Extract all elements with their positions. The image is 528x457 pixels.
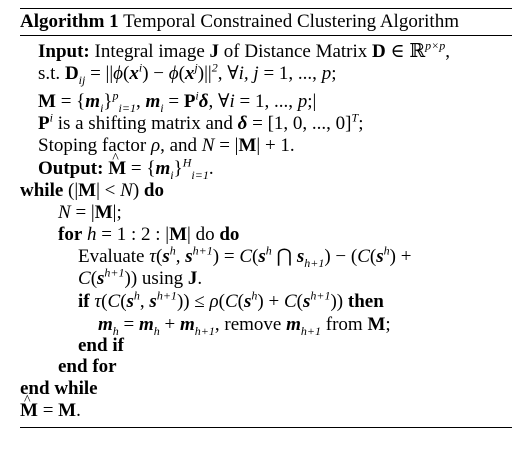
algo-token: = [1, 0, ..., 0] bbox=[247, 113, 352, 134]
algo-token: , remove bbox=[214, 314, 287, 335]
algo-token: C bbox=[283, 291, 297, 312]
algo-token: i bbox=[100, 100, 104, 115]
algo-token: p bbox=[112, 88, 119, 103]
algo-token: h+1 bbox=[310, 288, 331, 303]
algo-token: ( bbox=[178, 63, 185, 84]
algo-token: 2 bbox=[211, 60, 218, 75]
algo-line-assign-n bbox=[58, 202, 122, 224]
algo-token: h+1 bbox=[192, 243, 213, 258]
algo-token: ( bbox=[252, 246, 259, 267]
algo-line-merge bbox=[98, 314, 391, 336]
algo-token: ρ bbox=[209, 291, 219, 312]
algo-token: p bbox=[297, 91, 308, 112]
algo-token: P bbox=[183, 91, 196, 112]
algo-token: i bbox=[195, 88, 199, 103]
caption-rule bbox=[20, 35, 512, 36]
algo-token: ;| bbox=[307, 91, 317, 112]
algo-token: h+1 bbox=[194, 323, 215, 338]
algo-token: h+1 bbox=[304, 255, 325, 270]
algo-token: end if bbox=[78, 335, 124, 356]
algo-token: = { bbox=[126, 158, 156, 179]
algo-token: is a shifting matrix and bbox=[52, 113, 238, 134]
algo-token: δ bbox=[237, 113, 248, 134]
algo-token: ϕ bbox=[168, 63, 179, 84]
algo-token: , and bbox=[160, 135, 202, 156]
algo-token: ) + bbox=[257, 291, 284, 312]
algo-token: i bbox=[229, 91, 235, 112]
algo-token: ρ bbox=[150, 135, 161, 156]
algo-token: m bbox=[155, 158, 171, 179]
algo-token: ( bbox=[369, 246, 377, 267]
algo-token: m bbox=[180, 314, 195, 335]
algo-token: if bbox=[78, 291, 90, 312]
algo-token: s bbox=[302, 291, 311, 312]
algo-line-input-1 bbox=[38, 38, 450, 63]
algo-line-end-while bbox=[20, 378, 98, 400]
algo-token: ) − bbox=[142, 63, 169, 84]
algo-token: Integral image bbox=[89, 41, 210, 62]
algo-token: M bbox=[238, 135, 257, 156]
algo-token: end while bbox=[20, 378, 98, 399]
algo-token: P bbox=[38, 113, 50, 134]
algo-token: = || bbox=[85, 63, 114, 84]
algo-token: , bbox=[445, 41, 450, 62]
algo-token: = | bbox=[214, 135, 239, 156]
algo-token: δ bbox=[198, 91, 209, 112]
algo-token: | do bbox=[187, 224, 220, 245]
algo-token: . bbox=[76, 400, 81, 421]
algo-token: , bbox=[139, 291, 150, 312]
algo-token: , ∀ bbox=[208, 91, 230, 112]
algo-token: m bbox=[145, 91, 161, 112]
algo-token: m bbox=[85, 91, 101, 112]
algo-token: M bbox=[367, 314, 386, 335]
algo-line-input-5 bbox=[38, 135, 295, 157]
algo-token: ( bbox=[123, 63, 130, 84]
algo-token: ( bbox=[237, 291, 244, 312]
algo-token: J bbox=[209, 41, 220, 62]
algo-token: ; bbox=[358, 113, 364, 134]
algo-token: T bbox=[351, 110, 359, 125]
algo-token: C bbox=[224, 291, 238, 312]
algo-line-evaluate-1 bbox=[78, 243, 412, 270]
algo-token: ( bbox=[101, 291, 108, 312]
algo-line-input-3 bbox=[38, 88, 317, 115]
algo-token: i bbox=[170, 167, 174, 182]
algo-line-output bbox=[38, 155, 214, 182]
algo-token: ) − ( bbox=[324, 246, 358, 267]
algo-token: } bbox=[173, 158, 183, 179]
algo-token: } bbox=[103, 91, 113, 112]
algo-token: ( bbox=[218, 291, 225, 312]
algo-token: (| bbox=[63, 180, 79, 201]
algo-token: p×p bbox=[425, 38, 446, 53]
algo-token: m bbox=[286, 314, 301, 335]
algo-token: τ bbox=[149, 246, 157, 267]
algo-token: + bbox=[159, 314, 180, 335]
algo-token: | < bbox=[96, 180, 121, 201]
algo-token: s bbox=[185, 246, 193, 267]
algo-token: s bbox=[149, 291, 157, 312]
algo-token: ⋂ bbox=[271, 246, 297, 267]
algo-line-while bbox=[20, 180, 164, 202]
algo-token: , ∀ bbox=[217, 63, 239, 84]
algo-token: s bbox=[126, 291, 134, 312]
algo-token: ( bbox=[296, 291, 303, 312]
algo-token: = 1, ..., bbox=[258, 63, 322, 84]
algo-token: = bbox=[118, 314, 139, 335]
algo-token: = 1, ..., bbox=[234, 91, 298, 112]
algo-token: s bbox=[376, 246, 384, 267]
algo-token: )) bbox=[330, 291, 348, 312]
algo-token: h+1 bbox=[104, 265, 125, 280]
algo-token: M bbox=[38, 91, 56, 112]
algo-line-final bbox=[20, 400, 81, 422]
algo-token: N bbox=[201, 135, 215, 156]
algo-token: Stoping factor bbox=[38, 135, 151, 156]
algo-token: ( bbox=[120, 291, 127, 312]
algo-token: M bbox=[78, 180, 97, 201]
algo-line-evaluate-2 bbox=[78, 265, 203, 290]
algo-token: s bbox=[258, 246, 266, 267]
algo-token: h+1 bbox=[300, 323, 322, 338]
algo-token: s bbox=[296, 246, 305, 267]
algo-token: M bbox=[58, 400, 77, 421]
algo-token: Evaluate bbox=[78, 246, 150, 267]
algo-token: M bbox=[94, 202, 113, 223]
algo-token: s.t. bbox=[38, 63, 65, 84]
algo-token: i bbox=[138, 60, 143, 75]
algo-token: ^ M bbox=[20, 400, 38, 422]
algo-token: s bbox=[162, 246, 170, 267]
algo-token: Output: bbox=[38, 158, 104, 179]
algo-token: = bbox=[37, 400, 59, 421]
algo-token: D bbox=[64, 63, 79, 84]
algo-token: τ bbox=[94, 291, 102, 312]
algo-token: . bbox=[208, 158, 214, 179]
algo-token: H bbox=[182, 155, 192, 170]
algo-token: i, j bbox=[238, 63, 259, 84]
algo-token: then bbox=[347, 291, 384, 312]
algo-token: , bbox=[135, 91, 146, 112]
algo-token: i bbox=[49, 110, 53, 125]
algo-token: h bbox=[265, 243, 272, 258]
algo-token: ( bbox=[156, 246, 163, 267]
algo-token: j bbox=[194, 60, 198, 75]
algo-line-input-4 bbox=[38, 110, 364, 135]
algo-token: while bbox=[20, 180, 64, 201]
algo-token: x bbox=[184, 63, 195, 84]
algo-token: C bbox=[78, 268, 91, 289]
algo-token: )) using bbox=[124, 268, 188, 289]
algo-token: C bbox=[239, 246, 253, 267]
algo-token: h bbox=[133, 288, 140, 303]
algo-token: end for bbox=[58, 356, 117, 377]
algo-token: = | bbox=[70, 202, 95, 223]
algo-token: m bbox=[139, 314, 154, 335]
algo-token: m bbox=[98, 314, 113, 335]
algo-token: ) = bbox=[212, 246, 240, 267]
algo-line-if bbox=[78, 288, 384, 313]
algo-token: ; bbox=[385, 314, 391, 335]
algo-token: h bbox=[87, 224, 97, 245]
algo-token: do bbox=[219, 224, 240, 245]
algo-token: ; bbox=[331, 63, 337, 84]
algo-token: ^ M bbox=[108, 158, 126, 180]
algo-token: J bbox=[187, 268, 198, 289]
algo-token: . bbox=[197, 268, 203, 289]
algo-token: s bbox=[97, 268, 105, 289]
algo-token: s bbox=[244, 291, 252, 312]
algo-token: h bbox=[169, 243, 176, 258]
algo-token: h bbox=[153, 323, 160, 338]
algo-token: D bbox=[372, 41, 386, 62]
algo-token: h bbox=[251, 288, 258, 303]
algo-token: , bbox=[175, 246, 186, 267]
algo-token: M bbox=[169, 224, 188, 245]
algo-line-input-2 bbox=[38, 60, 337, 87]
algo-token: = bbox=[163, 91, 184, 112]
algo-token: h bbox=[112, 323, 119, 338]
algo-token: i=1 bbox=[191, 167, 209, 182]
algo-token: for bbox=[58, 224, 83, 245]
algo-token: from bbox=[321, 314, 368, 335]
algo-token: ) bbox=[132, 180, 144, 201]
algo-token: C bbox=[357, 246, 370, 267]
bottom-rule bbox=[20, 427, 512, 428]
algo-token: h bbox=[383, 243, 390, 258]
algo-token: h+1 bbox=[156, 288, 177, 303]
algo-token: C bbox=[107, 291, 121, 312]
algo-line-end-for bbox=[58, 356, 117, 378]
algorithm-title: Temporal Constrained Clustering Algorithm bbox=[123, 11, 459, 32]
algo-token: i bbox=[160, 100, 164, 115]
algorithm-caption bbox=[20, 9, 512, 35]
algo-token: ∈ ℝ bbox=[385, 41, 426, 62]
algo-token: N bbox=[120, 180, 133, 201]
algo-token: ) + bbox=[389, 246, 412, 267]
algo-token: )|| bbox=[197, 63, 212, 84]
algo-token: | + 1. bbox=[256, 135, 295, 156]
algo-token: |; bbox=[112, 202, 122, 223]
algo-token: = 1 : 2 : | bbox=[96, 224, 170, 245]
algo-token: ϕ bbox=[113, 63, 124, 84]
algo-token: p bbox=[321, 63, 332, 84]
algo-token: i=1 bbox=[118, 100, 136, 115]
algo-token: x bbox=[129, 63, 139, 84]
algo-line-end-if bbox=[78, 335, 124, 357]
algorithm-label: Algorithm 1 bbox=[20, 11, 119, 32]
algo-token: )) ≤ bbox=[176, 291, 210, 312]
algorithm-box bbox=[20, 8, 512, 421]
algo-token: Input: bbox=[38, 41, 90, 62]
algo-token: do bbox=[143, 180, 164, 201]
algo-token: of Distance Matrix bbox=[219, 41, 373, 62]
algo-token: = { bbox=[55, 91, 86, 112]
algo-token: N bbox=[58, 202, 71, 223]
algo-token: ij bbox=[78, 72, 86, 87]
algo-token: ( bbox=[90, 268, 98, 289]
